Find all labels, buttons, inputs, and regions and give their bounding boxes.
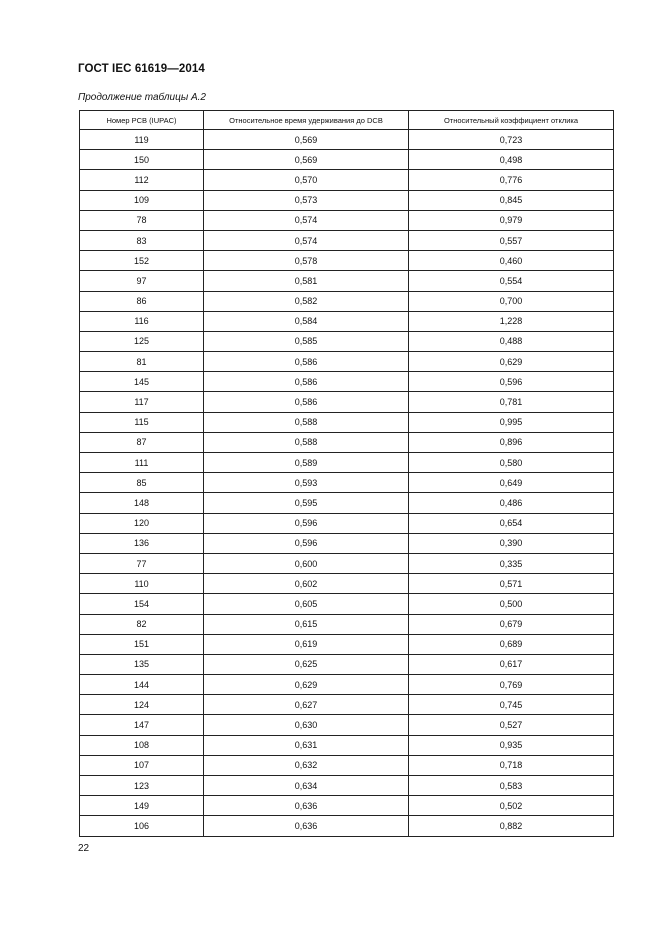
cell-relative-retention-time: 0,593 xyxy=(204,473,409,493)
cell-pcb-number: 109 xyxy=(80,190,204,210)
cell-relative-response-factor: 0,460 xyxy=(409,251,614,271)
cell-relative-retention-time: 0,569 xyxy=(204,150,409,170)
table-row xyxy=(80,271,614,291)
cell-relative-retention-time: 0,630 xyxy=(204,715,409,735)
header-row xyxy=(80,111,614,130)
cell-relative-response-factor: 0,882 xyxy=(409,816,614,836)
cell-pcb-number: 149 xyxy=(80,796,204,816)
cell-relative-retention-time: 0,588 xyxy=(204,432,409,452)
table-row xyxy=(80,755,614,775)
cell-relative-response-factor: 0,781 xyxy=(409,392,614,412)
cell-relative-response-factor: 0,718 xyxy=(409,755,614,775)
cell-pcb-number: 77 xyxy=(80,553,204,573)
cell-relative-retention-time: 0,602 xyxy=(204,574,409,594)
cell-relative-retention-time: 0,596 xyxy=(204,533,409,553)
cell-pcb-number: 82 xyxy=(80,614,204,634)
table-row xyxy=(80,190,614,210)
cell-relative-response-factor: 0,700 xyxy=(409,291,614,311)
table-row xyxy=(80,695,614,715)
cell-relative-retention-time: 0,570 xyxy=(204,170,409,190)
cell-relative-retention-time: 0,573 xyxy=(204,190,409,210)
cell-pcb-number: 154 xyxy=(80,594,204,614)
data-table xyxy=(79,110,614,837)
cell-relative-retention-time: 0,636 xyxy=(204,816,409,836)
cell-relative-retention-time: 0,619 xyxy=(204,634,409,654)
table-row xyxy=(80,513,614,533)
cell-pcb-number: 145 xyxy=(80,372,204,392)
cell-pcb-number: 111 xyxy=(80,453,204,473)
cell-relative-retention-time: 0,574 xyxy=(204,230,409,250)
cell-pcb-number: 150 xyxy=(80,150,204,170)
cell-relative-response-factor: 0,502 xyxy=(409,796,614,816)
cell-relative-response-factor: 0,649 xyxy=(409,473,614,493)
cell-relative-retention-time: 0,631 xyxy=(204,735,409,755)
cell-relative-response-factor: 0,554 xyxy=(409,271,614,291)
table-row xyxy=(80,432,614,452)
cell-relative-retention-time: 0,588 xyxy=(204,412,409,432)
cell-pcb-number: 107 xyxy=(80,755,204,775)
cell-relative-response-factor: 0,498 xyxy=(409,150,614,170)
cell-relative-response-factor: 0,486 xyxy=(409,493,614,513)
cell-relative-response-factor: 0,500 xyxy=(409,594,614,614)
cell-relative-retention-time: 0,595 xyxy=(204,493,409,513)
table-row xyxy=(80,453,614,473)
table-row xyxy=(80,251,614,271)
cell-relative-retention-time: 0,629 xyxy=(204,675,409,695)
table-caption: Продолжение таблицы А.2 xyxy=(78,92,206,103)
cell-pcb-number: 135 xyxy=(80,654,204,674)
table-header xyxy=(80,111,614,130)
cell-relative-response-factor: 0,335 xyxy=(409,553,614,573)
cell-pcb-number: 85 xyxy=(80,473,204,493)
table-row xyxy=(80,331,614,351)
cell-pcb-number: 144 xyxy=(80,675,204,695)
column-header-relative-retention-time: Относительное время удерживания до DCB xyxy=(204,111,409,130)
cell-pcb-number: 115 xyxy=(80,412,204,432)
cell-relative-retention-time: 0,634 xyxy=(204,776,409,796)
cell-pcb-number: 87 xyxy=(80,432,204,452)
cell-relative-response-factor: 0,723 xyxy=(409,130,614,150)
table-row xyxy=(80,130,614,150)
cell-relative-response-factor: 0,488 xyxy=(409,331,614,351)
table-row xyxy=(80,574,614,594)
cell-relative-retention-time: 0,581 xyxy=(204,271,409,291)
cell-relative-retention-time: 0,600 xyxy=(204,553,409,573)
cell-relative-response-factor: 0,679 xyxy=(409,614,614,634)
table-row xyxy=(80,493,614,513)
table-row xyxy=(80,311,614,331)
table-body xyxy=(80,130,614,837)
cell-relative-retention-time: 0,586 xyxy=(204,392,409,412)
cell-relative-response-factor: 0,596 xyxy=(409,372,614,392)
cell-relative-response-factor: 1,228 xyxy=(409,311,614,331)
cell-pcb-number: 97 xyxy=(80,271,204,291)
table-row xyxy=(80,210,614,230)
cell-pcb-number: 86 xyxy=(80,291,204,311)
cell-relative-retention-time: 0,636 xyxy=(204,796,409,816)
cell-relative-retention-time: 0,586 xyxy=(204,352,409,372)
table-row xyxy=(80,654,614,674)
table-row xyxy=(80,816,614,836)
column-header-relative-response-factor: Относительный коэффициент отклика xyxy=(409,111,614,130)
cell-relative-response-factor: 0,617 xyxy=(409,654,614,674)
cell-relative-retention-time: 0,585 xyxy=(204,331,409,351)
cell-relative-response-factor: 0,557 xyxy=(409,230,614,250)
cell-pcb-number: 81 xyxy=(80,352,204,372)
cell-relative-retention-time: 0,582 xyxy=(204,291,409,311)
cell-pcb-number: 136 xyxy=(80,533,204,553)
cell-relative-response-factor: 0,935 xyxy=(409,735,614,755)
cell-relative-retention-time: 0,632 xyxy=(204,755,409,775)
cell-pcb-number: 120 xyxy=(80,513,204,533)
table-row xyxy=(80,291,614,311)
cell-relative-retention-time: 0,569 xyxy=(204,130,409,150)
page-number: 22 xyxy=(78,843,90,854)
cell-pcb-number: 124 xyxy=(80,695,204,715)
table-row xyxy=(80,553,614,573)
table-row xyxy=(80,412,614,432)
cell-pcb-number: 112 xyxy=(80,170,204,190)
table-row xyxy=(80,230,614,250)
table-row xyxy=(80,614,614,634)
table-row xyxy=(80,352,614,372)
cell-relative-retention-time: 0,574 xyxy=(204,210,409,230)
cell-relative-retention-time: 0,578 xyxy=(204,251,409,271)
cell-relative-retention-time: 0,586 xyxy=(204,372,409,392)
cell-relative-response-factor: 0,580 xyxy=(409,453,614,473)
cell-pcb-number: 116 xyxy=(80,311,204,331)
cell-relative-response-factor: 0,776 xyxy=(409,170,614,190)
table-row xyxy=(80,776,614,796)
cell-relative-retention-time: 0,596 xyxy=(204,513,409,533)
cell-pcb-number: 83 xyxy=(80,230,204,250)
table-row xyxy=(80,634,614,654)
table-row xyxy=(80,594,614,614)
table-row xyxy=(80,150,614,170)
cell-relative-response-factor: 0,390 xyxy=(409,533,614,553)
cell-relative-response-factor: 0,571 xyxy=(409,574,614,594)
cell-relative-response-factor: 0,995 xyxy=(409,412,614,432)
cell-relative-response-factor: 0,845 xyxy=(409,190,614,210)
table-row xyxy=(80,735,614,755)
cell-relative-retention-time: 0,625 xyxy=(204,654,409,674)
document-title: ГОСТ IEC 61619—2014 xyxy=(78,63,205,75)
table-row xyxy=(80,372,614,392)
table-row xyxy=(80,473,614,493)
cell-pcb-number: 147 xyxy=(80,715,204,735)
cell-pcb-number: 106 xyxy=(80,816,204,836)
cell-pcb-number: 125 xyxy=(80,331,204,351)
cell-pcb-number: 119 xyxy=(80,130,204,150)
cell-relative-response-factor: 0,689 xyxy=(409,634,614,654)
column-header-pcb-number: Номер PCB (IUPAC) xyxy=(80,111,204,130)
table-row xyxy=(80,715,614,735)
cell-relative-retention-time: 0,589 xyxy=(204,453,409,473)
cell-pcb-number: 108 xyxy=(80,735,204,755)
cell-pcb-number: 152 xyxy=(80,251,204,271)
cell-relative-response-factor: 0,979 xyxy=(409,210,614,230)
cell-pcb-number: 117 xyxy=(80,392,204,412)
cell-pcb-number: 123 xyxy=(80,776,204,796)
table-row xyxy=(80,533,614,553)
cell-pcb-number: 151 xyxy=(80,634,204,654)
table-row xyxy=(80,392,614,412)
cell-relative-response-factor: 0,583 xyxy=(409,776,614,796)
cell-relative-response-factor: 0,629 xyxy=(409,352,614,372)
cell-relative-response-factor: 0,769 xyxy=(409,675,614,695)
cell-relative-response-factor: 0,654 xyxy=(409,513,614,533)
cell-relative-response-factor: 0,527 xyxy=(409,715,614,735)
cell-pcb-number: 110 xyxy=(80,574,204,594)
cell-relative-response-factor: 0,896 xyxy=(409,432,614,452)
cell-relative-retention-time: 0,615 xyxy=(204,614,409,634)
cell-relative-retention-time: 0,627 xyxy=(204,695,409,715)
cell-pcb-number: 148 xyxy=(80,493,204,513)
cell-relative-retention-time: 0,605 xyxy=(204,594,409,614)
table-row xyxy=(80,796,614,816)
table-row xyxy=(80,170,614,190)
cell-relative-response-factor: 0,745 xyxy=(409,695,614,715)
cell-pcb-number: 78 xyxy=(80,210,204,230)
table-row xyxy=(80,675,614,695)
cell-relative-retention-time: 0,584 xyxy=(204,311,409,331)
